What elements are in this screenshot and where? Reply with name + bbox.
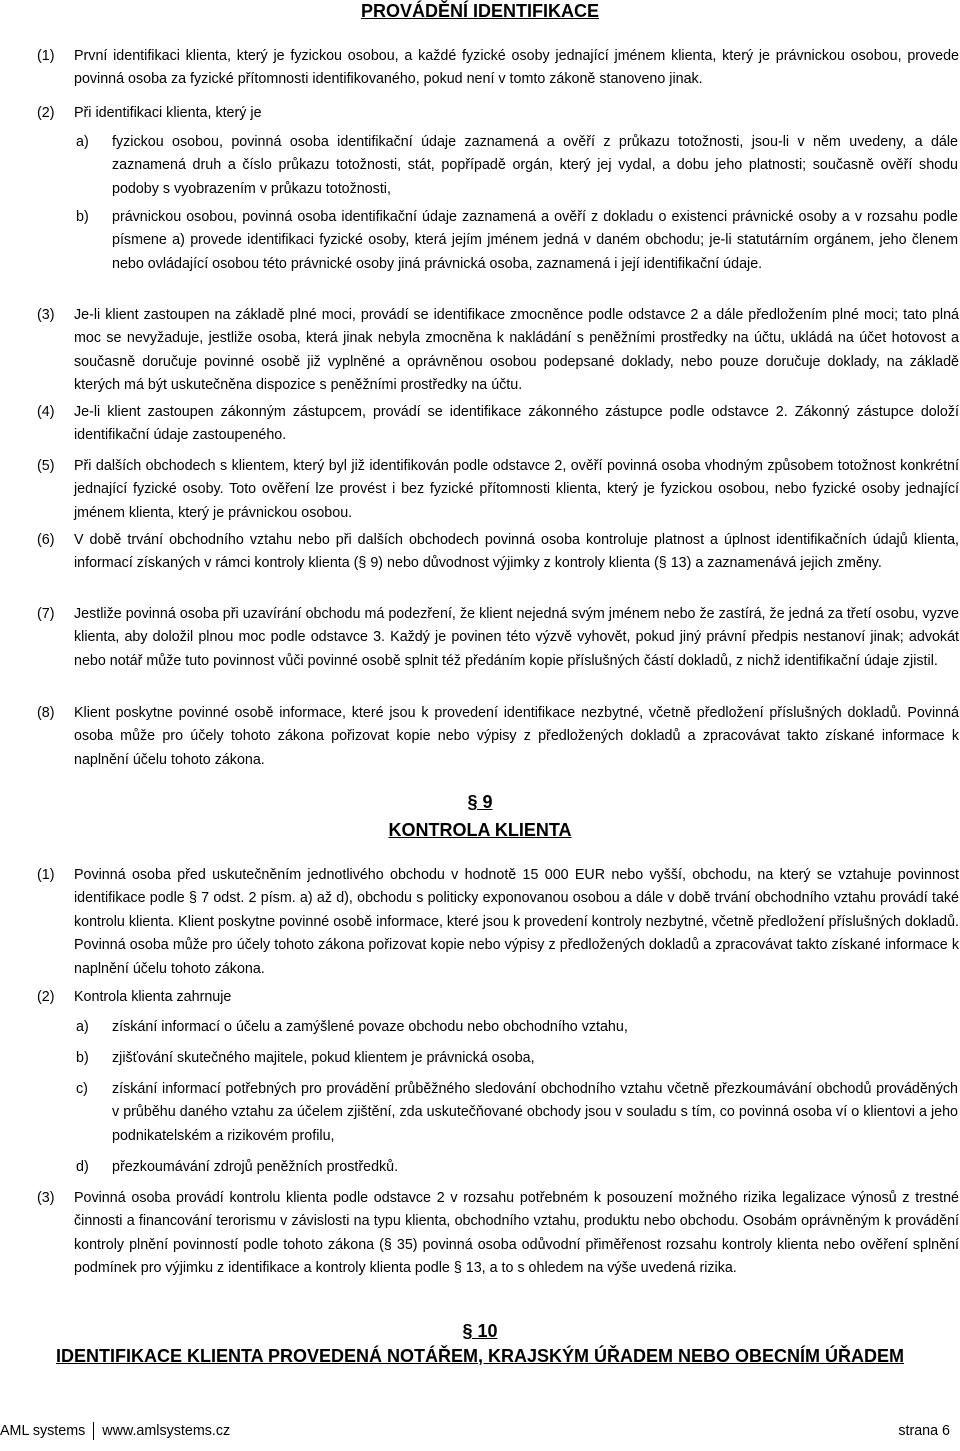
subparagraph-letter: d) [76,1159,89,1175]
paragraph-text: Jestliže povinná osoba při uzavírání obchodu má podezření, že klient nejedná svým jménem nebo že zastírá, že jedná za třetí osobu, vyzve klienta, aby doložil plnou moc podle odstavce 3. Každý je povinen této výzvě vyhovět, pokud jiný právní předpis nestanoví jinak; advokát nebo notář může tuto povinnost vůči povinné osobě splnit též předáním kopie příslušných částí dokladů, z nichž identifikační údaje zjistil. [74,606,959,669]
footer-company: AML systems [0,1423,86,1439]
footer-url-link[interactable]: www.amlsystems.cz [102,1423,231,1439]
footer-page-number: strana 6 [898,1423,950,1439]
paragraph-number: (1) [37,867,55,883]
subparagraph-text: získání informací potřebných pro provádění průběžného sledování obchodního vztahu včetně přezkoumávání obchodů prováděných v průběhu daného vztahu za účelem zjištění, zda uskutečňované obchody jsou v souladu s tím, co povinná osoba ví o klientovi a jeho podnikatelském a rizikovém profilu, [112,1081,958,1144]
paragraph-number: (7) [37,606,55,622]
paragraph-text: Je-li klient zastoupen zákonným zástupcem, provádí se identifikace zákonného zástupce podle odstavce 2. Zákonný zástupce doloží identifikační údaje zastoupeného. [74,404,959,444]
subparagraph-text: fyzickou osobou, povinná osoba identifikační údaje zaznamená a ověří z průkazu totožnosti, jsou-li v něm uvedeny, a dále zaznamená druh a číslo průkazu totožnosti, stát, popřípadě orgán, který jej vydal, a dobu jeho platnosti; současně ověří shodu podoby s vyobrazením v průkazu totožnosti, [112,134,958,197]
section-10-symbol: § 10 [462,1321,498,1341]
paragraph-text: Je-li klient zastoupen na základě plné moci, provádí se identifikace zmocněnce podle odstavce 2 a dále předložením plné moci; tato plná moc se nevyžaduje, jestliže osoba, která jinak nebyla zmocněna k nakládání s peněžními prostředky na účtu, ukládá na účet hotovost a současně doručuje povinné osobě již vyplněné a oprávněnou osobou podepsané doklady, nebo pouze doručuje doklady, na základě kterých má být uskutečněna dispozice s peněžními prostředky na účtu. [74,307,959,394]
paragraph-text: Povinná osoba provádí kontrolu klienta podle odstavce 2 v rozsahu potřebném k posouzení možného rizika legalizace výnosů z trestné činnosti a financování terorismu v závislosti na typu klienta, obchodního vztahu, produktu nebo obchodu. Osobám oprávněným k provádění kontroly plnění povinností podle tohoto zákona (§ 35) povinná osoba odůvodní přiměřenost rozsahu kontroly klienta nebo ověření splnění podmínek pro výjimku z identifikace a kontroly klienta podle § 13, a to s ohledem na výše uvedená rizika. [74,1190,959,1277]
section-9-symbol: § 9 [467,792,493,812]
footer-separator [93,1422,94,1440]
subparagraph-text: právnickou osobou, povinná osoba identifikační údaje zaznamená a ověří z dokladu o existenci právnické osoby a v rozsahu podle písmene a) provede identifikaci fyzické osoby, která jejím jménem jedná v daném obchodu; je-li statutárním orgánem, jeho členem nebo ovládající osobou této právnické osoby jiná právnická osoba, zaznamená i její identifikační údaje. [112,209,958,272]
subparagraph-letter: a) [76,134,89,150]
paragraph-text: Povinná osoba před uskutečněním jednotlivého obchodu v hodnotě 15 000 EUR nebo vyšší, obchodu, na který se vztahuje povinnost identifikace podle § 7 odst. 2 písm. a) až d), obchodu s politicky exponovanou osobou a dále v době trvání obchodního vztahu provádí také kontrolu klienta. Klient poskytne povinné osobě informace, které jsou k provedení kontroly nezbytné, včetně předložení příslušných dokladů. Povinná osoba může pro účely tohoto zákona pořizovat kopie nebo výpisy z předložených dokladů a zpracovávat takto získané informace k naplnění účelu tohoto zákona. [74,867,959,977]
paragraph-number: (5) [37,458,55,474]
paragraph-number: (1) [37,48,55,64]
paragraph-text: Při identifikaci klienta, který je [74,105,262,121]
subparagraph-letter: c) [76,1081,88,1097]
subparagraph-text: zjišťování skutečného majitele, pokud klientem je právnická osoba, [112,1050,535,1066]
paragraph-text: V době trvání obchodního vztahu nebo při dalších obchodech povinná osoba kontroluje platnost a úplnost identifikačních údajů klienta, informací získaných v rámci kontroly klienta (§ 9) nebo důvodnost výjimky z kontroly klienta (§ 13) a zaznamenává jejich změny. [74,532,959,572]
paragraph-number: (6) [37,532,55,548]
footer-left [0,1420,230,1442]
paragraph-number: (3) [37,307,55,323]
page-title: PROVÁDĚNÍ IDENTIFIKACE [360,1,600,21]
paragraph-number: (3) [37,1190,55,1206]
paragraph-number: (4) [37,404,55,420]
subparagraph-letter: b) [76,1050,89,1066]
paragraph-number: (2) [37,989,55,1005]
paragraph-number: (8) [37,705,55,721]
paragraph-text: Klient poskytne povinné osobě informace, které jsou k provedení identifikace nezbytné, včetně předložení příslušných dokladů. Povinná osoba může pro účely tohoto zákona pořizovat kopie nebo výpisy z předložených dokladů a zpracovávat takto získané informace k naplnění účelu tohoto zákona. [74,705,959,768]
subparagraph-text: přezkoumávání zdrojů peněžních prostředků. [112,1159,399,1175]
paragraph-text: Při dalších obchodech s klientem, který byl již identifikován podle odstavce 2, ověří povinná osoba vhodným způsobem totožnost konkrétní jednající fyzické osoby. Toto ověření lze provést i bez fyzické přítomnosti klienta, který je fyzickou osobou, nebo fyzické osoby jednající jménem klienta, který je právnickou osobou. [74,458,959,521]
subparagraph-letter: b) [76,209,89,225]
section-10-title: IDENTIFIKACE KLIENTA PROVEDENÁ NOTÁŘEM, KRAJSKÝM ÚŘADEM NEBO OBECNÍM ÚŘADEM [55,1346,905,1366]
subparagraph-letter: a) [76,1019,89,1035]
subparagraph-text: získání informací o účelu a zamýšlené povaze obchodu nebo obchodního vztahu, [112,1019,628,1035]
paragraph-text: První identifikaci klienta, který je fyzickou osobou, a každé fyzické osoby jednající jménem klienta, který je právnickou osobou, provede povinná osoba za fyzické přítomnosti identifikovaného, pokud není v tomto zákoně stanoveno jinak. [74,48,959,88]
paragraph-number: (2) [37,105,55,121]
section-9-title: KONTROLA KLIENTA [388,820,572,840]
paragraph-text: Kontrola klienta zahrnuje [74,989,232,1005]
